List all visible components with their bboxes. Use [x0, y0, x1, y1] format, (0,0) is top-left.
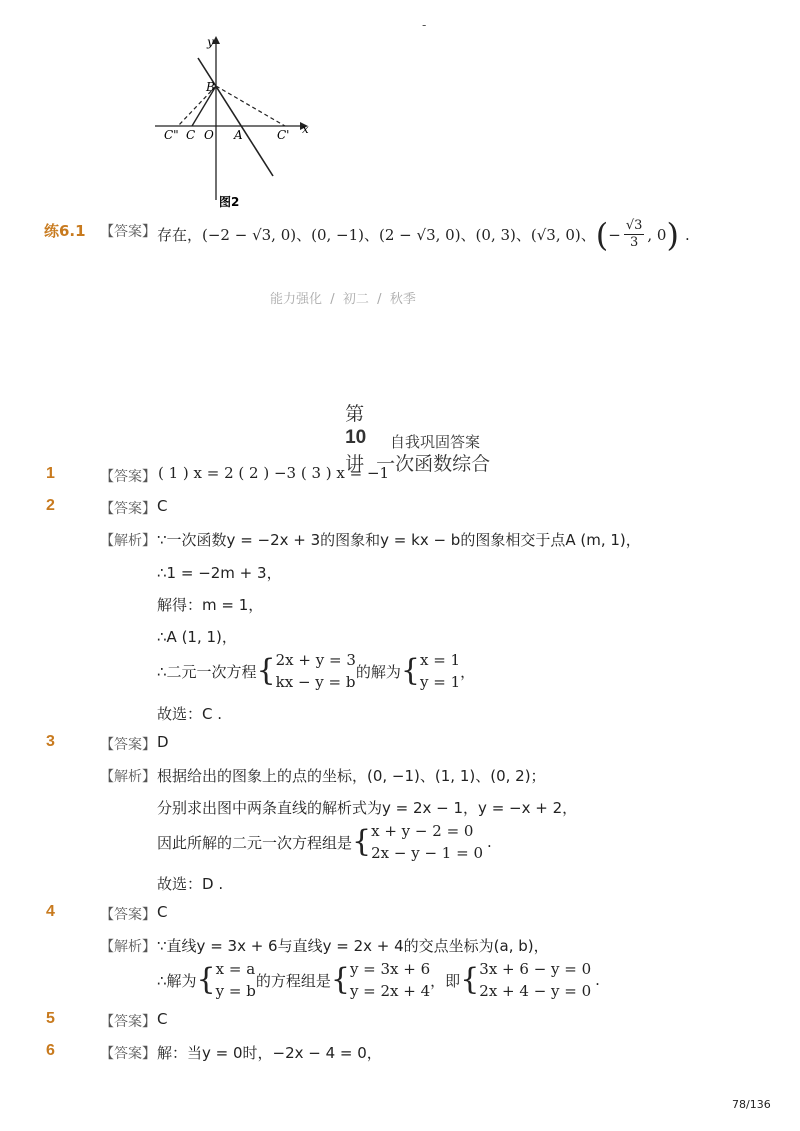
q3-system-end: .	[487, 833, 492, 851]
q3-system-eq1: x + y − 2 = 0	[371, 822, 474, 840]
q2-analysis-line2: ∴1 = −2m + 3，	[157, 564, 282, 582]
exercise-end: .	[684, 225, 690, 244]
top-dash: -	[422, 18, 427, 32]
fig-label-B: B	[206, 80, 215, 94]
q2-answer-tag: 【答案】	[100, 501, 156, 517]
q3-number: 3	[46, 733, 55, 750]
q2-system-eq2: kx − y = b	[275, 673, 356, 691]
q3-analysis-line1: 根据给出的图象上的点的坐标，(0, −1)、(1, 1)、(0, 2)；	[157, 767, 546, 785]
lecture-number: 10	[345, 427, 367, 448]
q2-analysis-tag: 【解析】	[100, 533, 156, 549]
q1-answer: ( 1 ) x = 2 ( 2 ) −3 ( 3 ) x = −1	[158, 464, 390, 482]
q4-prefix: ∴解为	[157, 971, 197, 990]
q3-analysis-tag: 【解析】	[100, 769, 156, 785]
fig-label-O: O	[204, 128, 214, 142]
q1-answer-tag: 【答案】	[100, 469, 156, 485]
line-BA	[198, 58, 273, 176]
exercise-frac-num: √3	[625, 218, 643, 233]
q4-mid: 的方程组是	[255, 971, 331, 990]
q4-system-eq1: y = 3x + 6	[349, 960, 431, 978]
q4-solution-x: x = a	[215, 960, 256, 978]
q2-analysis-line3: 解得：m = 1，	[157, 596, 264, 614]
q1-number: 1	[46, 465, 55, 482]
q3-analysis-line4: 故选：D .	[157, 875, 224, 893]
fig-label-A: A	[234, 128, 243, 142]
q4-form-eq1: 3x + 6 − y = 0	[479, 960, 592, 978]
q2-analysis-line5: ∴二元一次方程 { 2x + y = 3 kx − y = b 的解为 { x = 1 y = 1 ，	[157, 651, 476, 691]
q5-answer: C	[157, 1010, 168, 1028]
q4-answer: C	[157, 903, 168, 921]
series-footer: 能力强化 / 初二 / 秋季	[270, 292, 416, 307]
q3-analysis-line2: 分别求出图中两条直线的解析式为y = 2x − 1，y = −x + 2，	[157, 799, 578, 817]
q4-solution-y: y = b	[215, 982, 256, 1000]
q2-system-mid: 的解为	[355, 662, 401, 681]
exercise-frac-rest: , 0	[647, 225, 667, 244]
q4-analysis-line1: ∵直线y = 3x + 6与直线y = 2x + 4的交点坐标为(a, b)，	[157, 937, 549, 955]
coordinate-figure	[150, 30, 320, 220]
q5-number: 5	[46, 1010, 55, 1027]
q3-answer: D	[157, 733, 169, 751]
section-title: 自我巩固答案	[390, 433, 481, 451]
q4-analysis-line2: ∴解为 { x = a y = b 的方程组是 { y = 3x + 6 y = 2x + 4 ，即 { 3x + 6 − y = 0 2x + 4 − y = 0 .	[157, 960, 600, 1000]
exercise-text-prefix: 存在，	[157, 226, 203, 244]
q4-answer-tag: 【答案】	[100, 907, 156, 923]
q6-number: 6	[46, 1042, 55, 1059]
lecture-title	[333, 377, 490, 476]
q2-answer: C	[157, 497, 168, 515]
q4-end: .	[595, 971, 600, 989]
dashed-BC1	[216, 86, 285, 126]
exercise-points: (−2 − √3, 0)、(0, −1)、(2 − √3, 0)、(0, 3)、(√3, 0)、	[202, 226, 596, 244]
q2-system-eq1: 2x + y = 3	[275, 651, 356, 669]
exercise-frac-den: 3	[629, 235, 639, 250]
q2-number: 2	[46, 497, 55, 514]
q2-system-prefix: ∴二元一次方程	[157, 662, 257, 681]
page-number: 78/136	[732, 1098, 771, 1111]
fig-label-C2: C"	[164, 128, 179, 142]
q6-answer: 解：当y = 0时，−2x − 4 = 0，	[157, 1044, 382, 1062]
q3-system-prefix: 因此所解的二元一次方程组是	[157, 833, 353, 852]
q5-answer-tag: 【答案】	[100, 1014, 156, 1030]
q4-system-eq2: y = 2x + 4	[349, 982, 431, 1000]
lecture-prefix: 第	[345, 403, 365, 425]
fig-label-x: x	[302, 122, 309, 136]
q2-solution-y: y = 1	[419, 673, 461, 691]
q4-form-eq2: 2x + 4 − y = 0	[479, 982, 592, 1000]
q3-system-eq2: 2x − y − 1 = 0	[371, 844, 483, 862]
q4-mid2: ，即	[430, 971, 461, 990]
fig-caption: 图2	[219, 195, 240, 209]
q3-analysis-line3: 因此所解的二元一次方程组是 { x + y − 2 = 0 2x − y − 1 = 0 .	[157, 822, 492, 862]
q3-answer-tag: 【答案】	[100, 737, 156, 753]
fig-label-C: C	[186, 128, 196, 142]
exercise-answer-tag: 【答案】	[100, 224, 156, 240]
q2-analysis-line4: ∴A (1, 1)，	[157, 628, 237, 646]
exercise-answer: 存在， (−2 − √3, 0)、(0, −1)、(2 − √3, 0)、(0, 3)、(√3, 0)、 ( − $\frac{√3}{3}$ , 0 ) .	[157, 215, 690, 254]
fig-label-y: y	[207, 35, 214, 49]
exercise-number: 练6.1	[44, 222, 86, 240]
q2-analysis-line6: 故选：C .	[157, 705, 223, 723]
fig-label-C1: C'	[277, 128, 290, 142]
q4-analysis-tag: 【解析】	[100, 939, 156, 955]
q6-answer-tag: 【答案】	[100, 1046, 156, 1062]
q2-solution-x: x = 1	[419, 651, 461, 669]
lecture-suffix: 讲 一次函数综合	[345, 453, 491, 475]
q2-analysis-line1: ∵一次函数y = −2x + 3的图象和y = kx − b的图象相交于点A (m, 1)，	[157, 531, 641, 549]
q4-number: 4	[46, 903, 55, 920]
q2-system-end: ，	[460, 662, 476, 681]
exercise-frac-sign: −	[608, 225, 621, 244]
